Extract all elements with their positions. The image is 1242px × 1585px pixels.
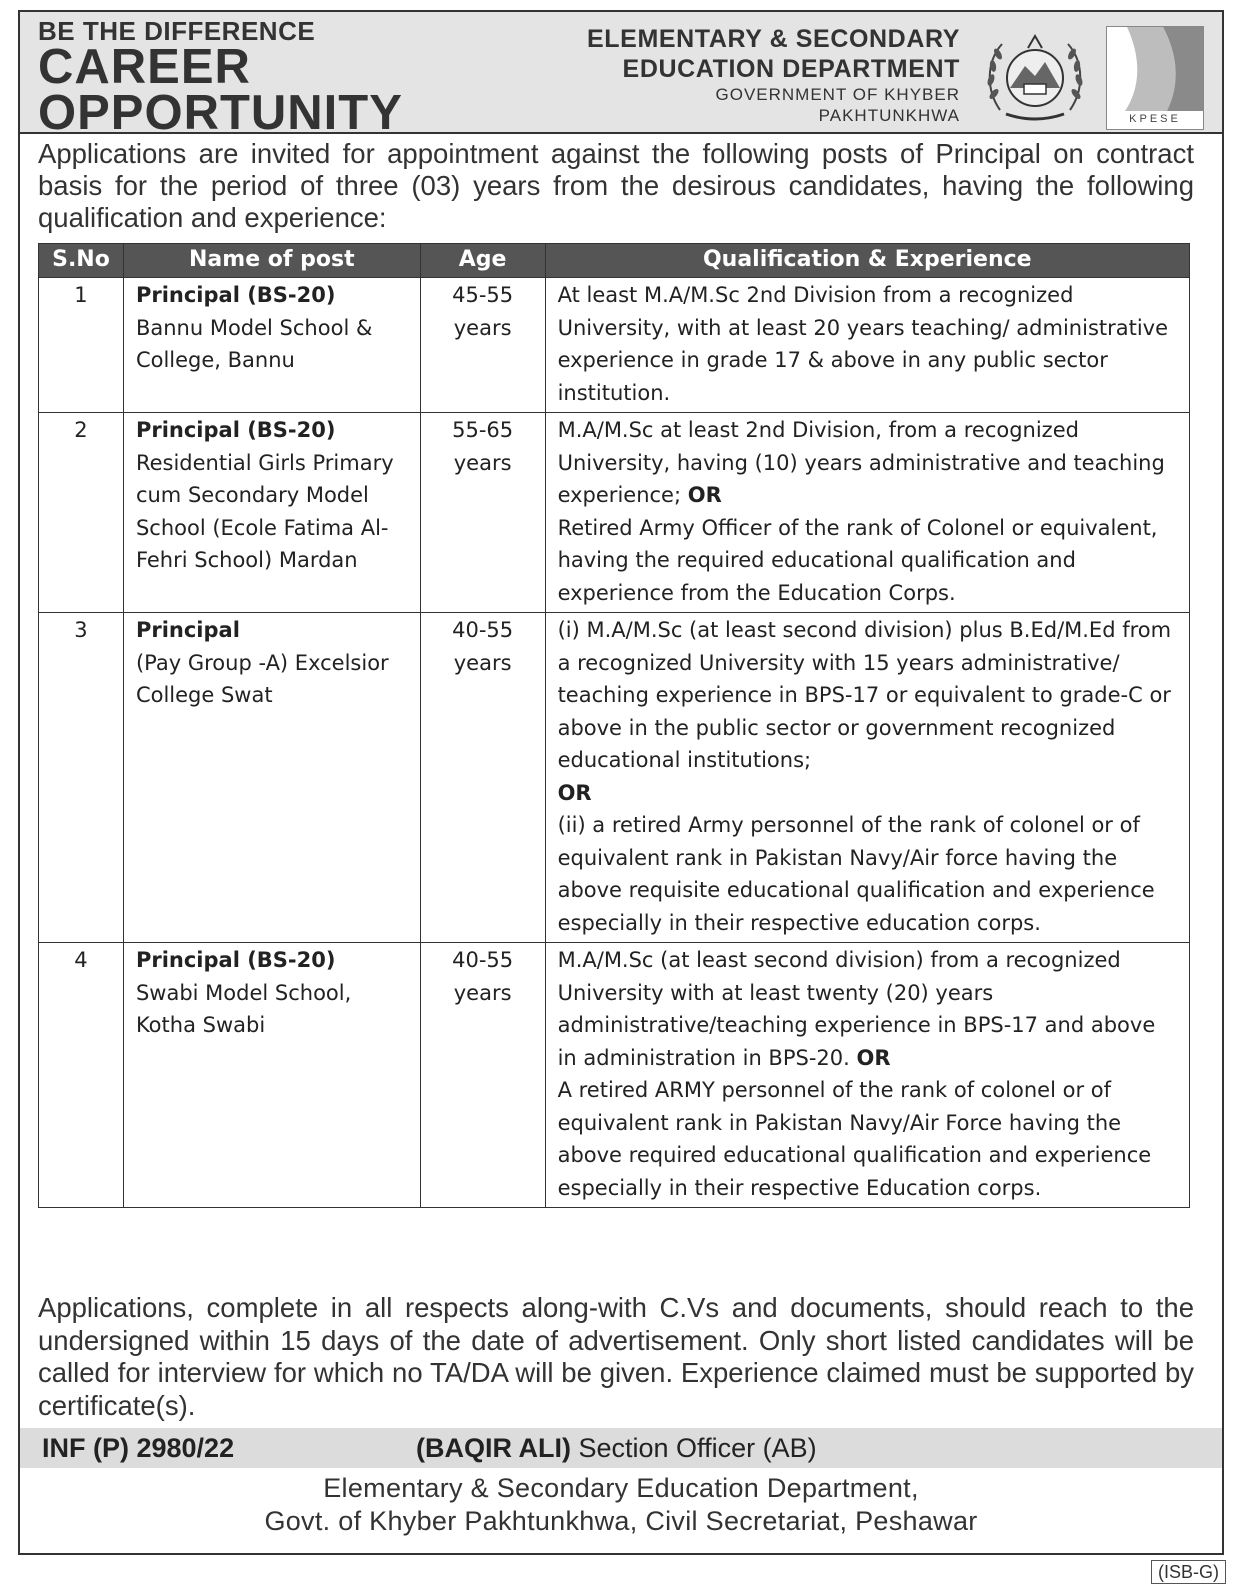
kpese-swoosh-icon: [1107, 27, 1203, 111]
age-range: 45-55: [452, 283, 514, 307]
header-post: Name of post: [123, 244, 420, 278]
header-sno: S.No: [39, 244, 124, 278]
government-crest-icon: [980, 28, 1090, 128]
qualification-or: OR: [856, 1045, 891, 1070]
address-block: [20, 1472, 1222, 1538]
dept-line-4: PAKHTUNKHWA: [818, 106, 960, 125]
officer-title: Section Officer (AB): [578, 1433, 817, 1463]
header-age: Age: [420, 244, 545, 278]
age-range: 40-55: [452, 948, 514, 972]
kpese-logo-text: KPESE: [1129, 113, 1181, 125]
row-sno: 2: [39, 413, 124, 613]
row-sno: 1: [39, 278, 124, 413]
closing-paragraph: Applications, complete in all respects along-with C.Vs and documents, should reach to the undersigned within 15 days of the date of advertisement. Only short listed candidates will be called for interview for which no TA/DA will be given. Experience claimed must be supported by certificate(s).: [38, 1292, 1194, 1421]
row-qualification: [545, 613, 1189, 943]
qualification-or: OR: [557, 780, 592, 805]
signatory: [416, 1428, 817, 1468]
post-title: Principal (BS-20): [135, 418, 336, 442]
address-line-2: Govt. of Khyber Pakhtunkhwa, Civil Secretariat, Peshawar: [264, 1506, 978, 1536]
row-qualification: [545, 943, 1189, 1208]
header-qualification: Qualification & Experience: [545, 244, 1189, 278]
age-unit: years: [453, 650, 512, 675]
qualification-text: M.A/M.Sc at least 2nd Division, from a recognized University, having (10) years administrative and teaching experience;: [557, 418, 1165, 507]
row-age: [420, 413, 545, 613]
kpese-logo: [1106, 26, 1204, 130]
qualification-alt-text: (ii) a retired Army personnel of the rank of colonel or of equivalent rank in Pakistan Navy/Air force having the above requisite educational qualification and experience especially in their respective education corps.: [557, 813, 1155, 935]
header-banner: [20, 12, 1222, 140]
age-unit: years: [453, 980, 512, 1005]
qualification-text: M.A/M.Sc (at least second division) from a recognized University with at least twenty (20) years administrative/teaching experience in BPS-17 and above in administration in BPS-20.: [557, 948, 1156, 1070]
row-age: [420, 613, 545, 943]
tagline: BE THE DIFFERENCE: [38, 16, 316, 46]
post-detail: (Pay Group -A) Excelsior College Swat: [135, 650, 389, 707]
age-unit: years: [453, 450, 512, 475]
qualification-alt-text: A retired ARMY personnel of the rank of colonel or of equivalent rank in Pakistan Navy/Air Force having the above required educational qualification and experience especially in their respective Education corps.: [557, 1078, 1152, 1200]
row-post: [123, 413, 420, 613]
qualification-or: OR: [687, 483, 722, 507]
age-range: 55-65: [452, 418, 514, 442]
row-post: [123, 613, 420, 943]
department-block: [587, 24, 960, 126]
reference-number: INF (P) 2980/22: [42, 1433, 235, 1463]
row-age: [420, 943, 545, 1208]
row-qualification: [545, 413, 1189, 613]
row-post: [123, 278, 420, 413]
row-age: [420, 278, 545, 413]
dept-line-3: GOVERNMENT OF KHYBER: [715, 85, 960, 104]
reference-bar: [20, 1428, 1222, 1468]
post-title: Principal: [135, 618, 240, 642]
post-title: Principal (BS-20): [135, 283, 336, 307]
title-line-1: CAREER: [38, 40, 251, 94]
table-row: [39, 413, 1190, 613]
qualification-text: At least M.A/M.Sc 2nd Division from a recognized University, with at least 20 years teaching/ administrative experience in grade 17 & above in any public sector institution.: [557, 283, 1169, 405]
address-line-1: Elementary & Secondary Education Department,: [323, 1473, 919, 1503]
posts-table: [38, 243, 1190, 1208]
post-detail: Swabi Model School, Kotha Swabi: [135, 980, 352, 1037]
dept-line-1: ELEMENTARY & SECONDARY: [587, 25, 960, 53]
dept-line-2: EDUCATION DEPARTMENT: [622, 55, 960, 83]
age-unit: years: [453, 315, 512, 340]
row-qualification: [545, 278, 1189, 413]
post-title: Principal (BS-20): [135, 948, 336, 972]
qualification-text: (i) M.A/M.Sc (at least second division) plus B.Ed/M.Ed from a recognized University with 15 years administrative/ teaching experience in BPS-17 or equivalent to grade-C or above in the public sector or government recognized educational institutions;: [557, 618, 1172, 772]
post-detail: Bannu Model School & College, Bannu: [135, 315, 373, 372]
table-row: [39, 613, 1190, 943]
intro-paragraph: Applications are invited for appointment against the following posts of Principal on contract basis for the period of three (03) years from the desirous candidates, having the following qualification and experience:: [38, 138, 1194, 233]
post-detail: Residential Girls Primary cum Secondary Model School (Ecole Fatima Al-Fehri School) Mardan: [135, 450, 394, 572]
age-range: 40-55: [452, 618, 514, 642]
qualification-alt-text: Retired Army Officer of the rank of Colonel or equivalent, having the required educational qualification and experience from the Education Corps.: [557, 515, 1158, 605]
table-row: [39, 943, 1190, 1208]
table-row: [39, 278, 1190, 413]
row-post: [123, 943, 420, 1208]
publication-code: (ISB-G): [1151, 1560, 1226, 1584]
row-sno: 4: [39, 943, 124, 1208]
title-line-2: OPPORTUNITY: [38, 86, 403, 140]
table-header-row: [39, 244, 1190, 278]
officer-name: (BAQIR ALI): [416, 1433, 571, 1463]
row-sno: 3: [39, 613, 124, 943]
